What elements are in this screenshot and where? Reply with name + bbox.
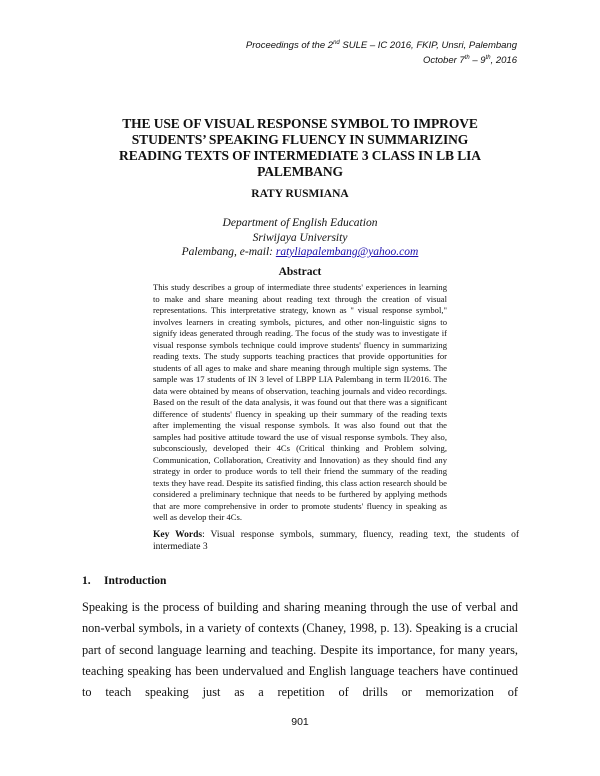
abstract-heading: Abstract [278,266,322,278]
running-header-line-1: Proceedings of the 2nd SULE – IC 2016, FKIP, Unsri, Palembang [245,40,517,52]
email-link[interactable]: ratyliapalembang@yahoo.com [275,246,419,258]
affiliation [0,216,600,260]
location: Palembang, e-mail: [181,246,276,258]
section-title: Introduction [104,575,167,587]
keywords-text: : Visual response symbols, summary, fluency, reading text, the students of intermediate 3 [153,530,519,552]
location-email-line [0,245,600,260]
abstract-body: This study describes a group of intermediate three students' experiences in learning to make and share meaning about reading text through the creation of visual representations. This interpretative strategy, known as " visual response symbol," involves learners in creating symbols, pictures, and other non-linguistic signs to signify ideas generated through reading. The focus of the study was to investigate if visual response symbols technique could improve students' fluency in summarizing reading texts. The study supports teaching practices that provide opportunities for students of all ages to make and share meaning through multiple sign systems. The sample was 17 students of IN 3 level of LBPP LIA Palembang in term II/2016. The data were obtained by means of observation, teaching journals and video recordings. Based on the result of the data analysis, it was found out that there was a significant difference of students' fluency in speaking up their summary of the reading texts after implementing the visual response symbols. It was also found out that the samples had positive attitude toward the use of visual response symbols. They also, subconsciously, developed their 4Cs (Critical thinking and Problem solving, Communication, Collaboration, Creativity and Innovation) as they should find any strategy in order to produce words to tell their friend the summary of the reading texts they have read. Despite its satisfied finding, this class action research should be considered a preliminary technique that needs to be furthered by applying methods that are more comprehensive in order to promote students' fluency in speaking as well as develop their 4Cs. [153,282,447,522]
running-header [246,37,517,67]
running-header-line-2: October 7th – 9th, 2016 [422,55,517,67]
university: Sriwijaya University [252,231,348,244]
paper-title: THE USE OF VISUAL RESPONSE SYMBOL TO IMPROVE STUDENTS’ SPEAKING FLUENCY IN SUMMARIZING READING TEXTS OF INTERMEDIATE 3 CLASS IN LB LIA PALEMBANG [119,116,481,179]
author-name: RATY RUSMIANA [251,188,349,200]
section-number: 1. [82,575,91,587]
section-heading [82,575,166,587]
department: Department of English Education [222,217,378,229]
keywords-label: Key Words [153,530,203,540]
page-number: 901 [291,716,309,728]
section-body: Speaking is the process of building and sharing meaning through the use of verbal and non-verbal symbols, in a variety of contexts (Chaney, 1998, p. 13). Speaking is a crucial part of second language learning and teaching. Despite its importance, for many years, teaching speaking has been undervalued and English language teachers have continued to teach speaking just as a repetition of drills or memorization of [82,600,518,700]
keywords [153,530,519,553]
